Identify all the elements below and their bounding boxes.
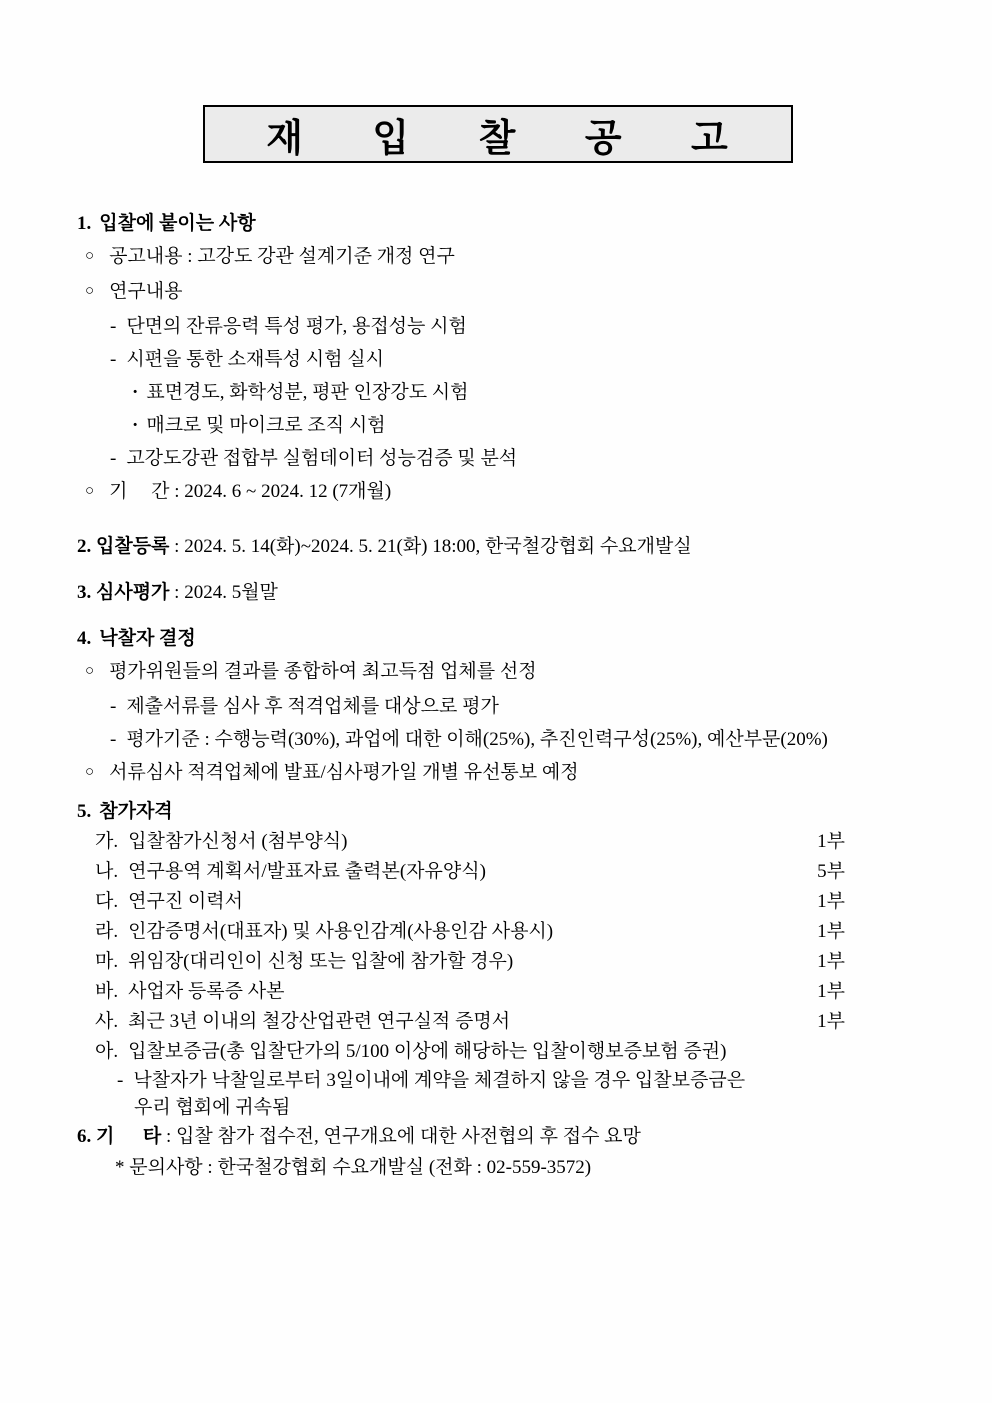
requirement-row	[77, 827, 964, 857]
requirement-row	[77, 1037, 964, 1067]
requirement-row	[77, 917, 964, 947]
section-6	[77, 1121, 964, 1152]
section-5-heading	[77, 797, 964, 827]
section-number: 5.	[77, 801, 92, 822]
row-label: 사.	[95, 1011, 119, 1032]
page-title: 재 입 찰 공 고	[266, 117, 730, 160]
section-6-label: 6. 기 타	[77, 1126, 162, 1147]
list-item-text: 서류심사 적격업체에 발표/심사평가일 개별 유선통보 예정	[109, 762, 579, 783]
dash-bullet-icon: -	[117, 1070, 124, 1091]
section-2-text: : 2024. 5. 14(화)~2024. 5. 21(화) 18:00, 한국철강협회 수요개발실	[169, 536, 692, 557]
section-4-heading	[77, 622, 964, 655]
copies-count: 1부	[817, 951, 845, 972]
list-item-text: 단면의 잔류응력 특성 평가, 용접성능 시험	[126, 316, 467, 337]
requirement-row	[77, 887, 964, 917]
section-title: 입찰에 붙이는 사항	[99, 213, 256, 234]
copies-count: 1부	[817, 981, 845, 1002]
list-item-text: 매크로 및 마이크로 조직 시험	[146, 415, 386, 436]
row-label: 아.	[95, 1041, 119, 1062]
section-title: 참가자격	[99, 801, 173, 822]
list-item-text: 제출서류를 심사 후 적격업체를 대상으로 평가	[126, 696, 499, 717]
row-text: 사업자 등록증 사본	[128, 981, 285, 1002]
list-item	[77, 655, 964, 690]
contact-line	[77, 1152, 964, 1183]
section-5	[77, 797, 964, 1121]
section-1-heading	[77, 207, 964, 240]
list-item-text: 시편을 통한 소재특성 시험 실시	[126, 349, 384, 370]
dash-bullet-icon: -	[110, 448, 117, 469]
circle-bullet-icon: ○	[85, 483, 95, 499]
list-item-text: 연구내용	[109, 281, 183, 302]
list-item	[77, 475, 964, 510]
requirement-row	[77, 857, 964, 887]
copies-count: 1부	[817, 1011, 845, 1032]
row-text: 입찰참가신청서 (첨부양식)	[128, 831, 348, 852]
circle-bullet-icon: ○	[85, 663, 95, 679]
dot-bullet-icon: ·	[132, 382, 139, 403]
copies-count: 5부	[817, 861, 845, 882]
copies-count: 1부	[817, 921, 845, 942]
dash-bullet-icon: -	[110, 696, 117, 717]
copies-count: 1부	[817, 891, 845, 912]
list-item-text: 평가기준 : 수행능력(30%), 과업에 대한 이해(25%), 추진인력구성(25%), 예산부문(20%)	[126, 729, 828, 750]
list-item	[77, 240, 964, 275]
note-text: 낙찰자가 낙찰일로부터 3일이내에 계약을 체결하지 않을 경우 입찰보증금은	[133, 1070, 746, 1091]
row-text: 연구진 이력서	[128, 891, 243, 912]
list-item	[77, 409, 964, 442]
list-item-text: 표면경도, 화학성분, 평판 인장강도 시험	[146, 382, 469, 403]
row-text: 인감증명서(대표자) 및 사용인감계(사용인감 사용시)	[128, 921, 554, 942]
list-item	[77, 343, 964, 376]
dash-bullet-icon: -	[110, 349, 117, 370]
section-2	[77, 530, 964, 563]
section-3-text: : 2024. 5월말	[169, 582, 278, 603]
list-item-text: 평가위원들의 결과를 종합하여 최고득점 업체를 선정	[109, 661, 537, 682]
list-item	[77, 690, 964, 723]
dot-bullet-icon: ·	[132, 415, 139, 436]
dash-bullet-icon: -	[110, 316, 117, 337]
row-text: 입찰보증금(총 입찰단가의 5/100 이상에 해당하는 입찰이행보증보험 증권)	[128, 1041, 727, 1062]
circle-bullet-icon: ○	[85, 283, 95, 299]
note-text: 우리 협회에 귀속됨	[134, 1097, 291, 1118]
copies-count: 1부	[817, 831, 845, 852]
row-label: 마.	[95, 951, 119, 972]
row-label: 다.	[95, 891, 119, 912]
list-item-text: 공고내용 : 고강도 강관 설계기준 개정 연구	[109, 246, 455, 267]
row-label: 라.	[95, 921, 119, 942]
document-body	[0, 207, 992, 1183]
row-label: 바.	[95, 981, 119, 1002]
note-item	[77, 1067, 964, 1094]
list-item-text: 고강도강관 접합부 실험데이터 성능검증 및 분석	[126, 448, 518, 469]
note-text-wrap	[77, 1094, 964, 1121]
row-text: 최근 3년 이내의 철강산업관련 연구실적 증명서	[128, 1011, 511, 1032]
circle-bullet-icon: ○	[85, 248, 95, 264]
list-item	[77, 442, 964, 475]
row-text: 위임장(대리인이 신청 또는 입찰에 참가할 경우)	[128, 951, 514, 972]
list-item	[77, 376, 964, 409]
section-1	[77, 207, 964, 510]
section-2-label: 2. 입찰등록	[77, 536, 170, 557]
list-item-text: 기 간 : 2024. 6 ~ 2024. 12 (7개월)	[109, 481, 392, 502]
section-title: 낙찰자 결정	[99, 628, 196, 649]
section-number: 1.	[77, 213, 92, 234]
circle-bullet-icon: ○	[85, 764, 95, 780]
title-box	[203, 105, 793, 163]
row-label: 나.	[95, 861, 119, 882]
contact-text: * 문의사항 : 한국철강협회 수요개발실 (전화 : 02-559-3572)	[115, 1157, 592, 1178]
list-item	[77, 310, 964, 343]
list-item	[77, 723, 964, 756]
section-6-text: : 입찰 참가 접수전, 연구개요에 대한 사전협의 후 접수 요망	[161, 1126, 641, 1147]
dash-bullet-icon: -	[110, 729, 117, 750]
section-number: 4.	[77, 628, 92, 649]
section-3	[77, 576, 964, 609]
requirement-row	[77, 1007, 964, 1037]
requirement-row	[77, 977, 964, 1007]
list-item	[77, 275, 964, 310]
list-item	[77, 756, 964, 791]
row-text: 연구용역 계획서/발표자료 출력본(자유양식)	[128, 861, 486, 882]
row-label: 가.	[95, 831, 119, 852]
requirement-row	[77, 947, 964, 977]
section-4	[77, 622, 964, 791]
section-3-label: 3. 심사평가	[77, 582, 170, 603]
